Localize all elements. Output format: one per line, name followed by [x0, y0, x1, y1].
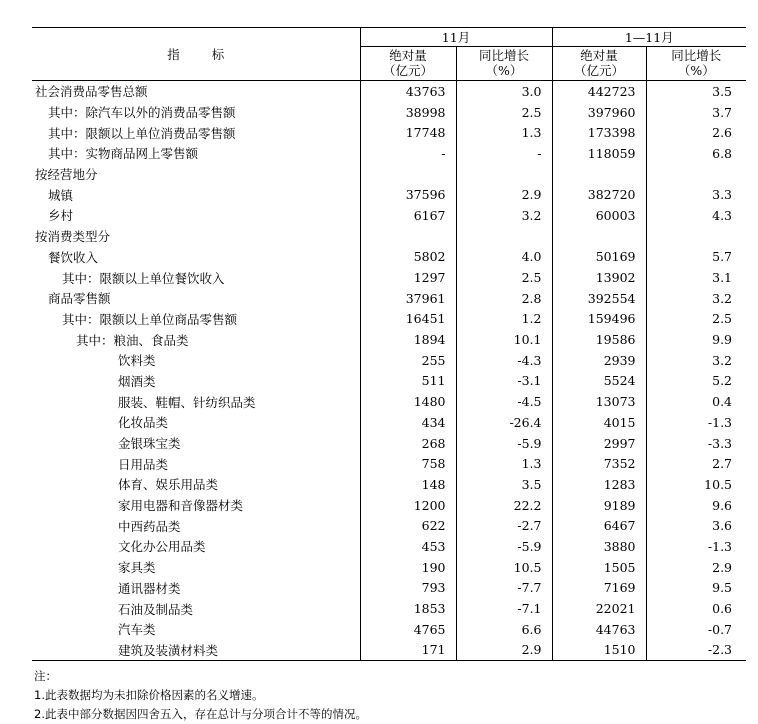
table-row: [32, 205, 746, 226]
table-row: [32, 102, 746, 123]
ytd-yoy-cell: 2.5: [646, 309, 746, 330]
month-abs-cell: 43763: [360, 81, 456, 102]
ytd-yoy-cell: -3.3: [646, 433, 746, 454]
month-yoy-cell: 10.1: [456, 329, 552, 350]
table-row: [32, 433, 746, 454]
ytd-yoy-cell: 2.7: [646, 453, 746, 474]
table-row: [32, 184, 746, 205]
month-yoy-cell: 1.3: [456, 453, 552, 474]
month-abs-cell: 1853: [360, 598, 456, 619]
ytd-abs-cell: 3880: [552, 536, 646, 557]
ytd-abs-cell: 173398: [552, 122, 646, 143]
ytd-abs-cell: 9189: [552, 495, 646, 516]
table-row: [32, 391, 746, 412]
month-yoy-cell: [456, 226, 552, 247]
ytd-abs-cell: 382720: [552, 184, 646, 205]
table-row: [32, 453, 746, 474]
ytd-yoy-cell: -1.3: [646, 536, 746, 557]
month-yoy-cell: 3.2: [456, 205, 552, 226]
month-abs-cell: 1480: [360, 391, 456, 412]
table-row: [32, 536, 746, 557]
row-label: 体育、娱乐用品类: [118, 477, 219, 493]
month-abs-cell: 1200: [360, 495, 456, 516]
ytd-abs-cell: 397960: [552, 102, 646, 123]
ytd-yoy-cell: 3.6: [646, 515, 746, 536]
ytd-yoy-cell: [646, 164, 746, 185]
month-yoy-cell: 2.5: [456, 102, 552, 123]
row-label: 社会消费品零售总额: [35, 84, 148, 100]
month-yoy-cell: -5.9: [456, 433, 552, 454]
ytd-abs-cell: 44763: [552, 619, 646, 640]
table-row: [32, 412, 746, 433]
month-abs-cell: 171: [360, 640, 456, 661]
indicator-header: 指 标: [32, 28, 360, 81]
row-label: 中西药品类: [118, 518, 181, 534]
table-row: [32, 619, 746, 640]
ytd-abs-cell: 4015: [552, 412, 646, 433]
ytd-yoy-cell: -0.7: [646, 619, 746, 640]
month-abs-cell: 148: [360, 474, 456, 495]
ytd-abs-cell: 22021: [552, 598, 646, 619]
table-row: [32, 164, 746, 185]
ytd-abs-cell: 5524: [552, 371, 646, 392]
row-label: 服装、鞋帽、针纺织品类: [118, 394, 256, 410]
month-yoy-cell: 1.2: [456, 309, 552, 330]
ytd-abs-header: [552, 47, 646, 81]
ytd-abs-cell: 2997: [552, 433, 646, 454]
table-row: [32, 309, 746, 330]
table-row: [32, 557, 746, 578]
ytd-yoy-header-line2: （%）: [677, 63, 715, 78]
month-abs-cell: 5802: [360, 247, 456, 268]
month-abs-cell: 16451: [360, 309, 456, 330]
month-yoy-cell: -26.4: [456, 412, 552, 433]
row-label: 其中：限额以上单位消费品零售额: [48, 125, 236, 141]
ytd-abs-cell: 2939: [552, 350, 646, 371]
ytd-abs-cell: 442723: [552, 81, 646, 102]
month-abs-cell: 453: [360, 536, 456, 557]
ytd-abs-cell: 1283: [552, 474, 646, 495]
ytd-yoy-cell: 2.9: [646, 557, 746, 578]
notes-title: 注：: [34, 669, 57, 683]
month-yoy-cell: -7.7: [456, 578, 552, 599]
month-yoy-header: [456, 47, 552, 81]
month-abs-cell: 793: [360, 578, 456, 599]
month-yoy-cell: 22.2: [456, 495, 552, 516]
month-yoy-cell: 4.0: [456, 247, 552, 268]
row-label: 乡村: [48, 208, 74, 224]
month-yoy-cell: 2.9: [456, 184, 552, 205]
ytd-yoy-cell: 9.9: [646, 329, 746, 350]
row-label: 其中：除汽车以外的消费品零售额: [48, 105, 236, 121]
ytd-abs-cell: 6467: [552, 515, 646, 536]
row-label: 其中：粮油、食品类: [76, 332, 189, 348]
ytd-yoy-cell: 3.2: [646, 350, 746, 371]
table-row: [32, 122, 746, 143]
month-yoy-header-line2: （%）: [485, 63, 523, 78]
month-abs-cell: [360, 226, 456, 247]
month-abs-cell: 190: [360, 557, 456, 578]
note-1: 1.此表数据均为未扣除价格因素的名义增速。: [34, 688, 264, 702]
month-abs-cell: 6167: [360, 205, 456, 226]
month-abs-cell: 1894: [360, 329, 456, 350]
notes: [34, 667, 367, 724]
month-abs-cell: -: [360, 143, 456, 164]
month-abs-cell: 17748: [360, 122, 456, 143]
table-row: [32, 371, 746, 392]
table-row: [32, 350, 746, 371]
month-abs-header-line1: 绝对量: [389, 48, 427, 63]
month-yoy-cell: -3.1: [456, 371, 552, 392]
table-body: [32, 81, 746, 661]
row-label: 日用品类: [118, 456, 169, 472]
month-abs-header-line2: （亿元）: [382, 63, 433, 78]
ytd-abs-cell: 50169: [552, 247, 646, 268]
row-label: 汽车类: [118, 622, 156, 638]
ytd-abs-cell: 392554: [552, 288, 646, 309]
ytd-abs-cell: 1510: [552, 640, 646, 661]
row-label: 金银珠宝类: [118, 436, 181, 452]
month-abs-cell: 511: [360, 371, 456, 392]
row-label: 其中：实物商品网上零售额: [48, 146, 199, 162]
ytd-yoy-cell: 2.6: [646, 122, 746, 143]
row-label: 家用电器和音像器材类: [118, 498, 244, 514]
ytd-abs-cell: 118059: [552, 143, 646, 164]
table-row: [32, 226, 746, 247]
ytd-yoy-cell: 4.3: [646, 205, 746, 226]
row-label: 城镇: [48, 187, 74, 203]
month-abs-cell: 268: [360, 433, 456, 454]
table-row: [32, 495, 746, 516]
table-row: [32, 288, 746, 309]
month-abs-cell: [360, 164, 456, 185]
table-row: [32, 143, 746, 164]
month-yoy-cell: -4.3: [456, 350, 552, 371]
month-yoy-cell: -5.9: [456, 536, 552, 557]
ytd-abs-cell: 13073: [552, 391, 646, 412]
month-yoy-cell: -7.1: [456, 598, 552, 619]
month-abs-cell: 4765: [360, 619, 456, 640]
table-row: [32, 474, 746, 495]
ytd-yoy-cell: [646, 226, 746, 247]
ytd-yoy-cell: 0.4: [646, 391, 746, 412]
row-label: 文化办公用品类: [118, 539, 206, 555]
month-abs-header: [360, 47, 456, 81]
row-label: 石油及制品类: [118, 601, 194, 617]
month-yoy-cell: 3.5: [456, 474, 552, 495]
month-yoy-cell: -4.5: [456, 391, 552, 412]
table-row: [32, 247, 746, 268]
ytd-abs-cell: 1505: [552, 557, 646, 578]
ytd-yoy-header: [646, 47, 746, 81]
month-yoy-cell: 2.5: [456, 267, 552, 288]
ytd-abs-header-line2: （亿元）: [573, 63, 624, 78]
row-label: 按经营地分: [35, 167, 98, 183]
month-abs-cell: 38998: [360, 102, 456, 123]
retail-sales-table-container: [32, 27, 746, 661]
ytd-abs-cell: 7352: [552, 453, 646, 474]
ytd-yoy-cell: 9.6: [646, 495, 746, 516]
month-yoy-cell: 2.9: [456, 640, 552, 661]
month-abs-cell: 622: [360, 515, 456, 536]
table-row: [32, 578, 746, 599]
month-yoy-cell: -: [456, 143, 552, 164]
month-yoy-cell: 1.3: [456, 122, 552, 143]
ytd-abs-cell: [552, 164, 646, 185]
row-label: 商品零售额: [48, 291, 111, 307]
month-abs-cell: 37596: [360, 184, 456, 205]
ytd-yoy-cell: 0.6: [646, 598, 746, 619]
table-header: [32, 28, 746, 81]
ytd-yoy-cell: 3.3: [646, 184, 746, 205]
month-group-header: 11月: [360, 28, 552, 47]
ytd-group-header: 1—11月: [552, 28, 746, 47]
month-abs-cell: 1297: [360, 267, 456, 288]
ytd-abs-cell: 19586: [552, 329, 646, 350]
row-label: 按消费类型分: [35, 229, 111, 245]
month-yoy-cell: 2.8: [456, 288, 552, 309]
table-row: [32, 267, 746, 288]
ytd-abs-header-line1: 绝对量: [580, 48, 618, 63]
month-yoy-cell: -2.7: [456, 515, 552, 536]
row-label: 家具类: [118, 560, 156, 576]
ytd-abs-cell: 13902: [552, 267, 646, 288]
ytd-yoy-cell: 3.7: [646, 102, 746, 123]
ytd-yoy-cell: -1.3: [646, 412, 746, 433]
ytd-yoy-cell: 3.5: [646, 81, 746, 102]
note-2: 2.此表中部分数据因四舍五入，存在总计与分项合计不等的情况。: [34, 707, 367, 721]
ytd-yoy-cell: 5.7: [646, 247, 746, 268]
month-abs-cell: 758: [360, 453, 456, 474]
ytd-abs-cell: 7169: [552, 578, 646, 599]
row-label: 饮料类: [118, 353, 156, 369]
month-abs-cell: 434: [360, 412, 456, 433]
month-yoy-cell: 10.5: [456, 557, 552, 578]
table-row: [32, 598, 746, 619]
ytd-yoy-cell: 6.8: [646, 143, 746, 164]
ytd-yoy-header-line1: 同比增长: [671, 48, 722, 63]
ytd-abs-cell: 159496: [552, 309, 646, 330]
table-row: [32, 329, 746, 350]
month-yoy-cell: [456, 164, 552, 185]
month-abs-cell: 37961: [360, 288, 456, 309]
ytd-yoy-cell: 10.5: [646, 474, 746, 495]
ytd-yoy-cell: -2.3: [646, 640, 746, 661]
table-row: [32, 515, 746, 536]
retail-sales-table: [32, 27, 746, 661]
row-label: 其中：限额以上单位餐饮收入: [62, 270, 225, 286]
month-yoy-cell: 3.0: [456, 81, 552, 102]
ytd-yoy-cell: 9.5: [646, 578, 746, 599]
table-row: [32, 640, 746, 661]
row-label: 通讯器材类: [118, 580, 181, 596]
month-yoy-cell: 6.6: [456, 619, 552, 640]
ytd-abs-cell: [552, 226, 646, 247]
ytd-abs-cell: 60003: [552, 205, 646, 226]
row-label: 烟酒类: [118, 373, 156, 389]
month-yoy-header-line1: 同比增长: [478, 48, 529, 63]
table-row: [32, 81, 746, 102]
row-label: 化妆品类: [118, 415, 169, 431]
month-abs-cell: 255: [360, 350, 456, 371]
ytd-yoy-cell: 3.1: [646, 267, 746, 288]
ytd-yoy-cell: 3.2: [646, 288, 746, 309]
row-label: 建筑及装潢材料类: [32, 640, 360, 661]
ytd-yoy-cell: 5.2: [646, 371, 746, 392]
row-label: 其中：限额以上单位商品零售额: [62, 311, 238, 327]
row-label: 餐饮收入: [48, 249, 99, 265]
